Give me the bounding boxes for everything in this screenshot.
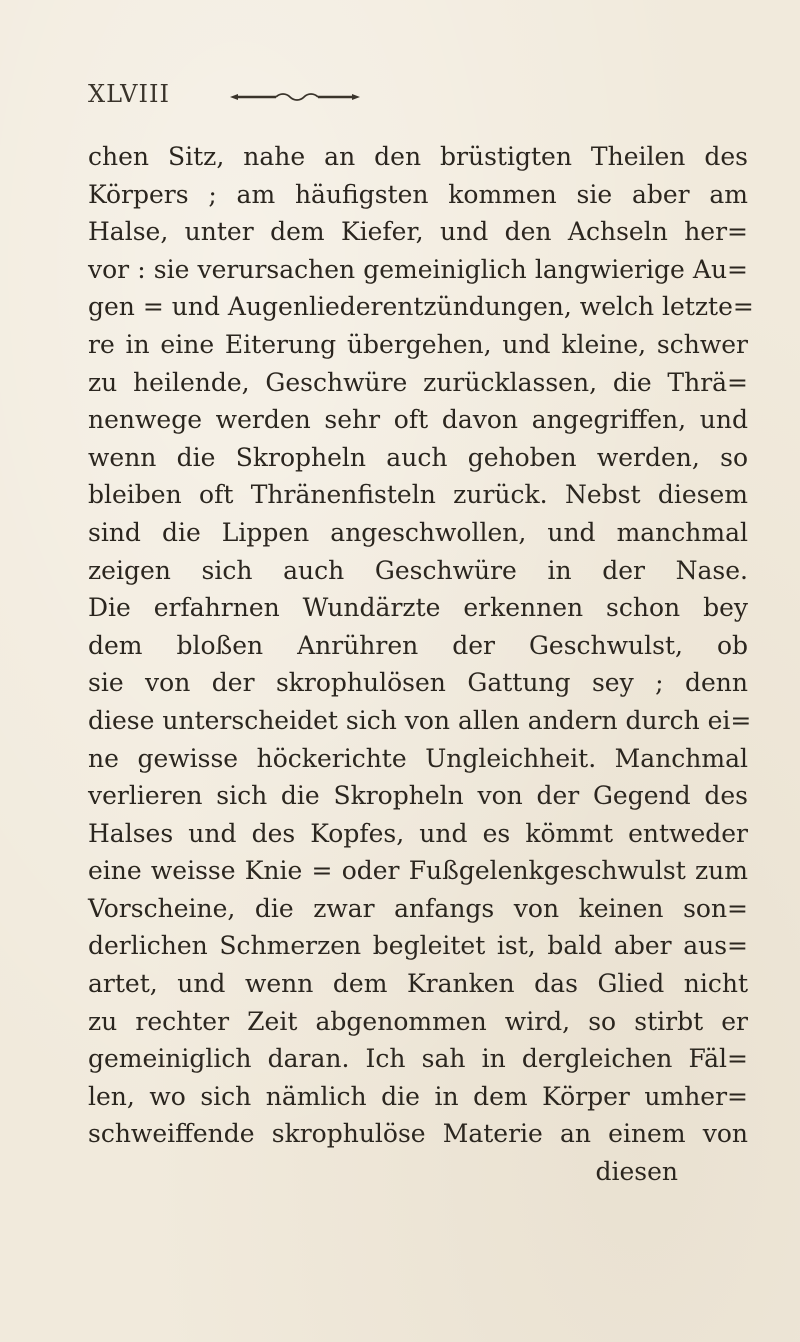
text-line: gen = und Augenliederentzündungen, welch letzte= xyxy=(88,292,754,322)
text-line: dem bloßen Anrühren der Geschwulst, ob xyxy=(88,630,748,660)
text-line: zu heilende, Geschwüre zurücklassen, die Thrä= xyxy=(88,367,748,397)
header-ornament-icon xyxy=(228,92,362,102)
text-line: Körpers ; am häufigsten kommen sie aber am xyxy=(88,179,748,209)
catchword: diesen xyxy=(595,1157,678,1187)
text-line: len, wo sich nämlich die in dem Körper umher= xyxy=(88,1081,748,1111)
text-line: re in eine Eiterung übergehen, und kleine, schwer xyxy=(88,329,748,359)
text-line: diese unterscheidet sich von allen andern durch ei= xyxy=(88,705,752,735)
text-line: sind die Lippen angeschwollen, und manchmal xyxy=(88,517,748,547)
text-line: nenwege werden sehr oft davon angegriffen, und xyxy=(88,405,748,435)
text-line: ne gewisse höckerichte Ungleichheit. Manchmal xyxy=(88,743,748,773)
text-line: Halses und des Kopfes, und es kömmt entweder xyxy=(88,818,748,848)
text-line: Halse, unter dem Kiefer, und den Achseln her= xyxy=(88,217,748,247)
text-line: verlieren sich die Skropheln von der Gegend des xyxy=(88,781,748,811)
text-line: sie von der skrophulösen Gattung sey ; denn xyxy=(88,668,748,698)
text-line: wenn die Skropheln auch gehoben werden, so xyxy=(88,442,748,472)
text-line: vor : sie verursachen gemeiniglich langwierige Au= xyxy=(88,254,748,284)
text-line: chen Sitz, nahe an den brüstigten Theilen des xyxy=(88,142,748,171)
text-line: eine weisse Knie = oder Fußgelenkgeschwulst zum xyxy=(88,856,748,886)
text-line: schweiffende skrophulöse Materie an einem von xyxy=(88,1119,748,1149)
body-text xyxy=(88,138,754,1191)
text-line: gemeiniglich daran. Ich sah in dergleichen Fäl= xyxy=(88,1044,748,1074)
text-line: artet, und wenn dem Kranken das Glied nicht xyxy=(88,969,748,999)
text-line: Die erfahrnen Wundärzte erkennen schon bey xyxy=(88,593,748,623)
page-number: XLVIII xyxy=(88,80,170,108)
text-line: Vorscheine, die zwar anfangs von keinen son= xyxy=(88,893,748,923)
running-head xyxy=(88,80,728,120)
text-line: zu rechter Zeit abgenommen wird, so stirbt er xyxy=(88,1006,748,1036)
text-line: zeigen sich auch Geschwüre in der Nase. xyxy=(88,555,748,585)
text-line: bleiben oft Thränenfisteln zurück. Nebst diesem xyxy=(88,480,748,510)
text-line: derlichen Schmerzen begleitet ist, bald aber aus= xyxy=(88,931,748,961)
